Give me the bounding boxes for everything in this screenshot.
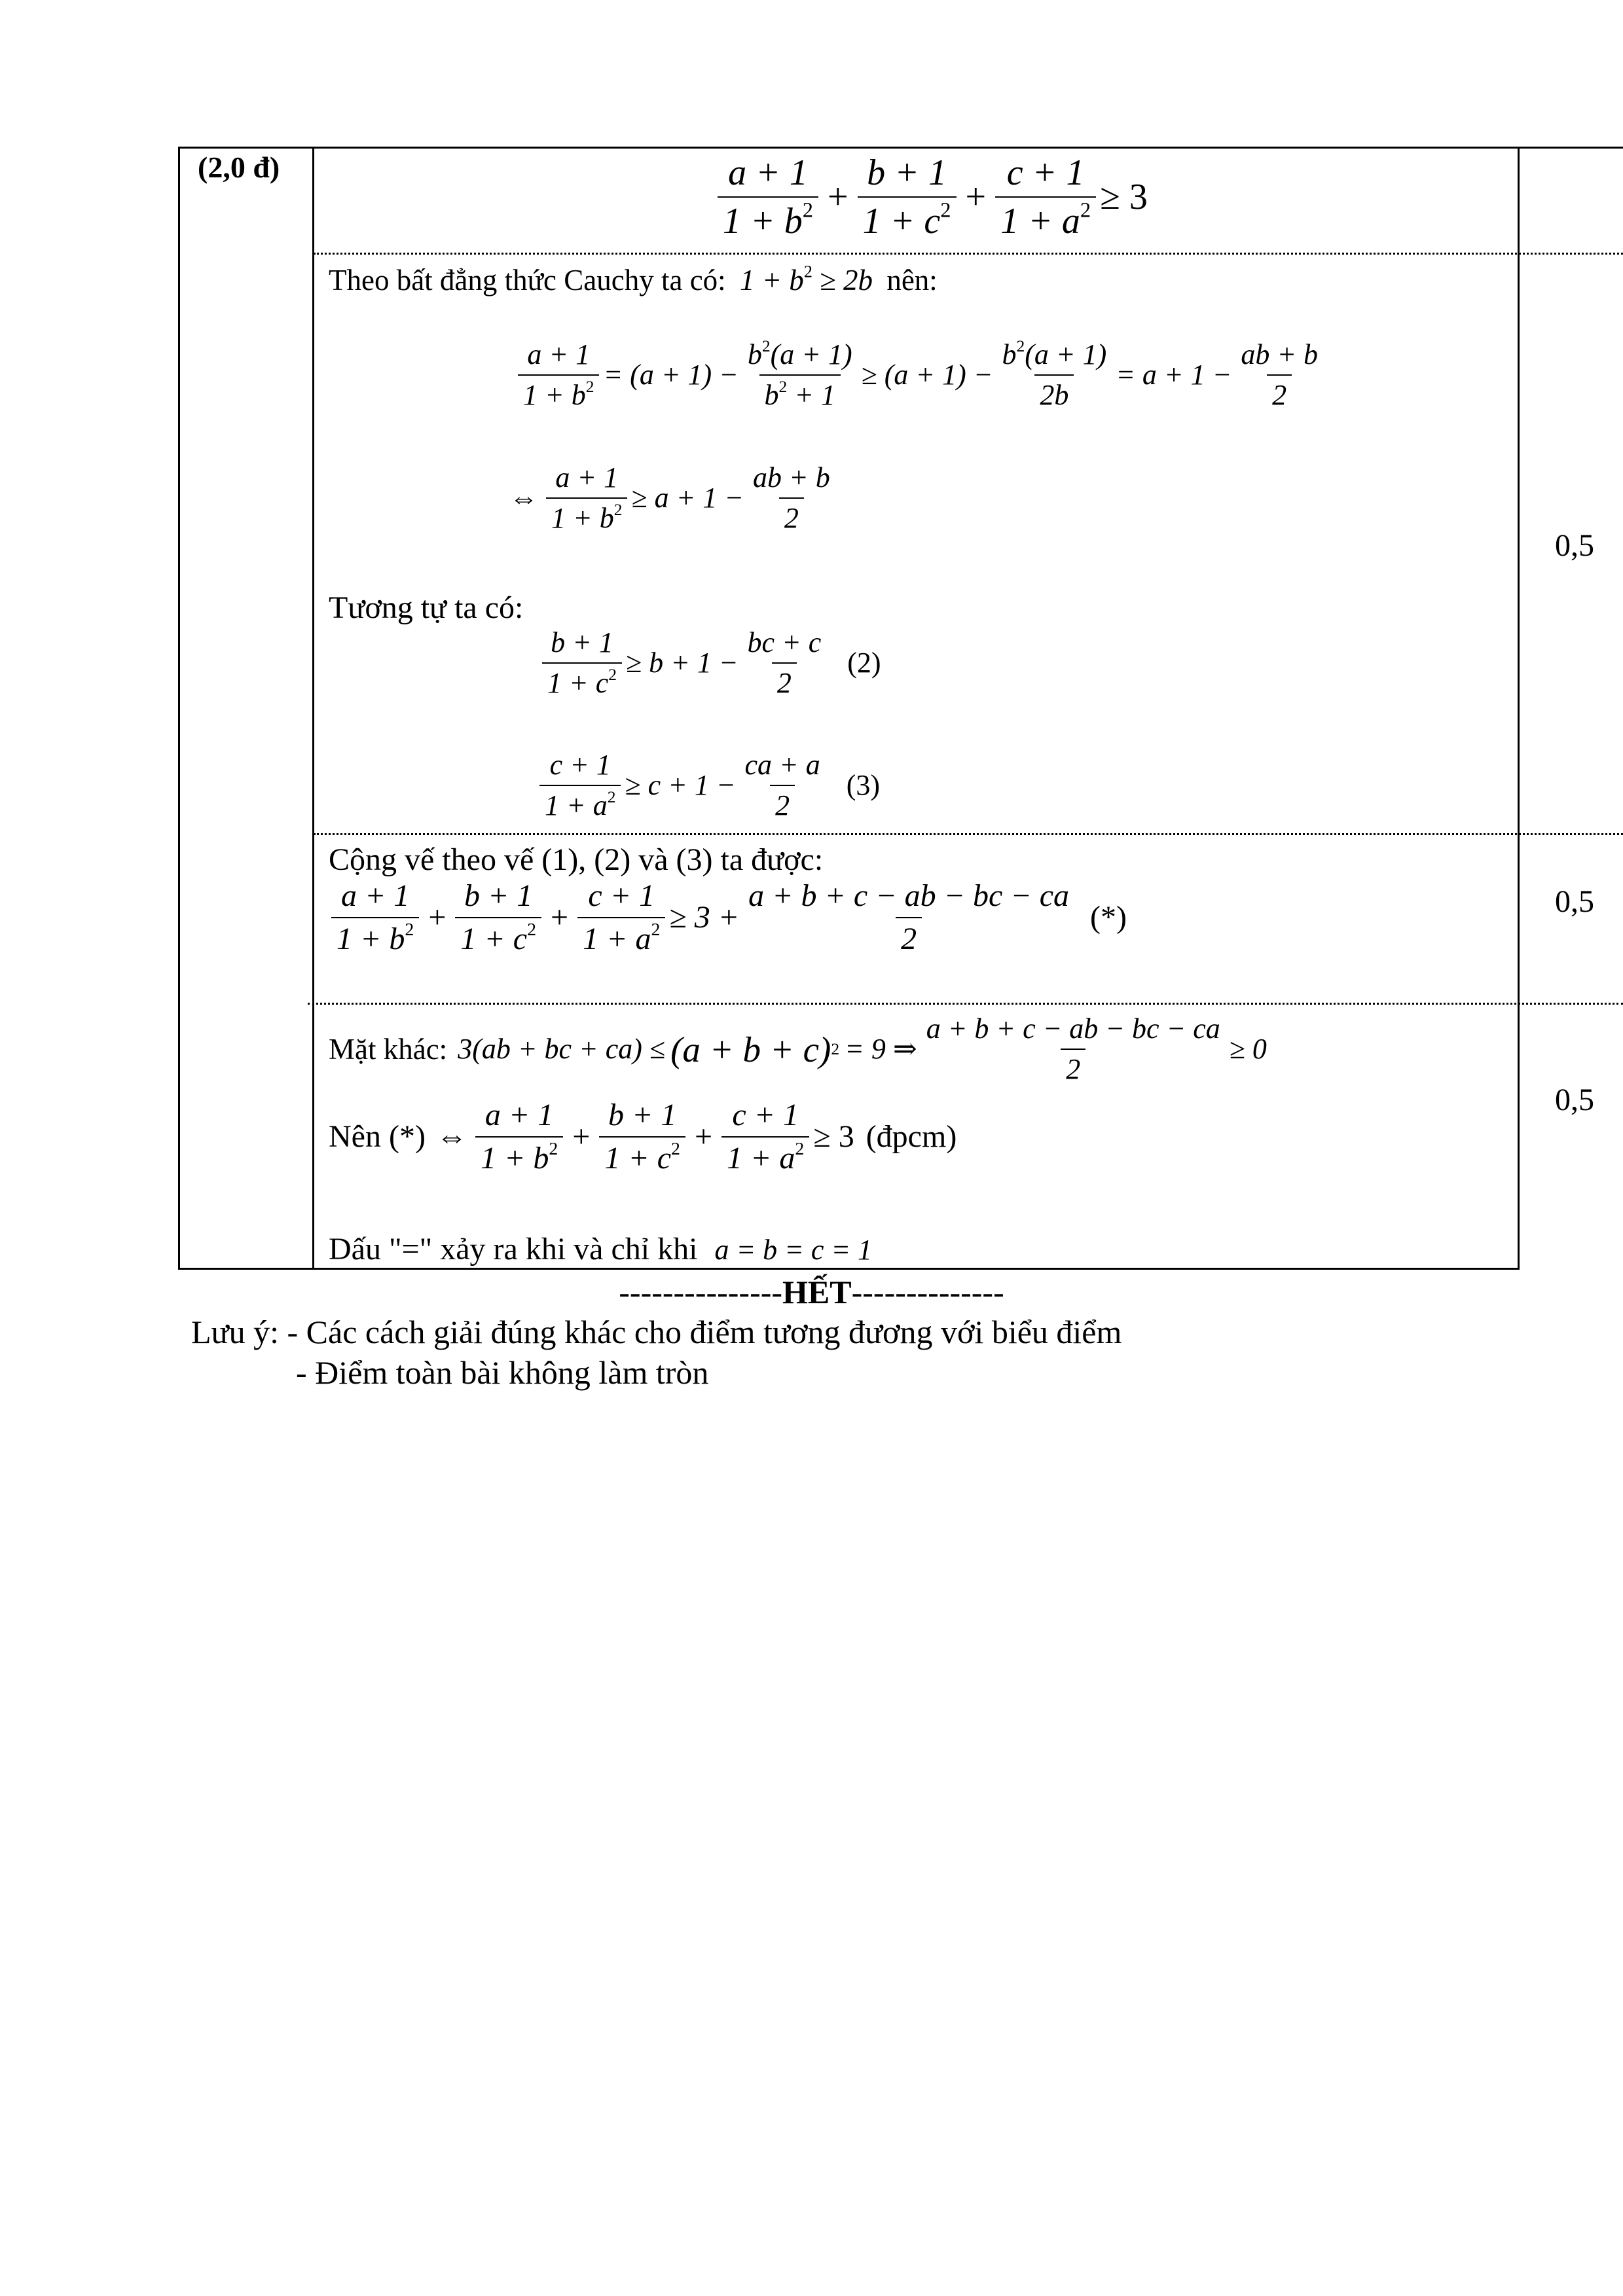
eq1-frac-2-num-exp: 2	[761, 336, 771, 355]
equiv-arrow: ⇔	[509, 482, 538, 514]
score-block-2: 0,5	[1555, 884, 1594, 919]
eq1-frac-3-num-pre: b	[1002, 338, 1017, 370]
end-dashes-left: ---------------	[619, 1274, 783, 1310]
cauchy-math-post: ≥ 2b	[820, 264, 873, 296]
conclusion-line	[329, 1100, 957, 1174]
conclusion-frac-2-exp: 2	[671, 1139, 680, 1160]
eq1-frac-3-den: 2b	[1040, 379, 1069, 411]
note-line-1: Lưu ý: - Các cách giải đúng khác cho điểm tương đương với biểu điểm	[191, 1314, 1122, 1350]
eq1-frac-2	[742, 336, 858, 411]
header-frac-2	[858, 154, 957, 240]
eq1-frac-2-num-pre: b	[747, 338, 762, 370]
eq2-frac-1-exp: 2	[613, 499, 623, 519]
otherwise-math-b: (a + b + c)	[670, 1029, 831, 1069]
eq1-frac-2-num-post: (a + 1)	[770, 338, 852, 370]
header-frac-2-exp: 2	[940, 198, 951, 223]
sum-frac-1	[331, 880, 419, 955]
table-border-bottom	[178, 1268, 1520, 1270]
header-formula	[714, 154, 1148, 240]
otherwise-math-a: 3(ab + bc + ca) ≤	[458, 1033, 666, 1065]
conclusion-label: Nên (*)	[329, 1119, 426, 1154]
sum-frac-4-den: 2	[901, 922, 917, 956]
eq4-frac-2	[740, 751, 826, 820]
header-frac-1-den: 1 + b	[723, 201, 803, 242]
header-frac-3-num: c + 1	[1006, 152, 1085, 193]
equation-2	[538, 628, 881, 698]
eq1-frac-1-num: a + 1	[527, 338, 591, 370]
eq2-frac-2-num: ab + b	[753, 461, 830, 493]
conclusion-equiv: ⇔	[435, 1119, 467, 1154]
eq3-frac-2-num: bc + c	[747, 626, 822, 658]
eq1-frac-2-den-pre: b	[764, 379, 779, 411]
eq3-frac-2	[742, 628, 827, 698]
sum-frac-4-num: a + b + c − ab − bc − ca	[748, 878, 1070, 913]
eq4-frac-1-den: 1 + a	[545, 789, 608, 821]
cauchy-intro-end: nên:	[886, 264, 938, 296]
otherwise-math-c: = 9 ⇒	[845, 1033, 917, 1065]
eq1-frac-1-den: 1 + b	[523, 379, 586, 411]
header-rhs: ≥ 3	[1100, 177, 1148, 217]
end-word: HẾT	[782, 1274, 852, 1310]
plus-sign: +	[572, 1119, 591, 1154]
cauchy-math-exp: 2	[803, 262, 812, 281]
row-divider-2	[314, 833, 1623, 835]
otherwise-label: Mặt khác:	[329, 1032, 448, 1066]
eq4-mid: ≥ c + 1 −	[625, 769, 736, 801]
sum-intro: Cộng vế theo vế (1), (2) và (3) ta được:	[329, 842, 824, 877]
eq3-mid: ≥ b + 1 −	[626, 647, 739, 679]
conclusion-frac-1-num: a + 1	[484, 1098, 554, 1132]
eq1-frac-1	[518, 340, 599, 410]
cauchy-math-pre: 1 + b	[739, 264, 804, 296]
sum-frac-4	[743, 880, 1074, 955]
otherwise-line: Mặt khác: 3(ab + bc + ca) ≤ (a + b + c) 2 = 9 ⇒ $\frac{a + b + c - ab - bc - ca}{2}$ ≥ 0	[329, 1013, 1267, 1085]
eq2-frac-1-den: 1 + b	[551, 502, 614, 534]
conclusion-frac-2	[599, 1100, 685, 1174]
eq2-frac-2	[748, 463, 835, 533]
end-dashes-right: --------------	[851, 1274, 1004, 1310]
eq4-frac-1	[539, 751, 621, 820]
table-border-top	[178, 147, 1623, 149]
conclusion-end: (đpcm)	[866, 1119, 957, 1154]
eq1-mid-2: ≥ (a + 1) −	[861, 359, 993, 391]
plus-sign: +	[551, 900, 569, 935]
header-frac-2-num: b + 1	[867, 152, 947, 193]
conclusion-frac-1-den: 1 + b	[480, 1141, 549, 1175]
eq1-mid-1: = (a + 1) −	[603, 359, 739, 391]
sum-frac-2-exp: 2	[527, 920, 537, 941]
header-frac-1-num: a + 1	[728, 152, 808, 193]
header-frac-3	[995, 154, 1096, 240]
otherwise-frac-num: a + b + c − ab − bc − ca	[926, 1013, 1220, 1045]
end-marker	[0, 1273, 1623, 1311]
plus-sign: +	[694, 1119, 713, 1154]
cauchy-intro	[329, 262, 938, 296]
table-border-left	[178, 147, 180, 1270]
sum-frac-1-exp: 2	[405, 920, 414, 941]
eq4-frac-2-den: 2	[775, 789, 790, 821]
conclusion-frac-2-num: b + 1	[608, 1098, 677, 1132]
points-label: (2,0 đ)	[198, 151, 280, 184]
table-border-col2	[1518, 147, 1520, 1270]
score-block-3: 0,5	[1555, 1083, 1594, 1117]
otherwise-frac	[921, 1014, 1226, 1084]
sum-mid: ≥ 3 +	[669, 900, 740, 935]
eq1-frac-3-num-post: (a + 1)	[1025, 338, 1107, 370]
sum-frac-3-exp: 2	[651, 920, 661, 941]
sum-frac-2-num: b + 1	[464, 878, 533, 913]
eq1-frac-4-num: ab + b	[1241, 338, 1319, 370]
note-line-2: - Điểm toàn bài không làm tròn	[296, 1354, 709, 1391]
eq1-frac-4-den: 2	[1272, 379, 1287, 411]
conclusion-rhs: ≥ 3	[813, 1119, 854, 1154]
sum-frac-2	[455, 880, 541, 955]
otherwise-end: ≥ 0	[1229, 1033, 1267, 1065]
conclusion-frac-1-exp: 2	[549, 1139, 558, 1160]
sum-frac-2-den: 1 + c	[460, 922, 528, 956]
conclusion-frac-3-num: c + 1	[732, 1098, 799, 1132]
similar-label: Tương tự ta có:	[329, 590, 524, 625]
conclusion-frac-3-den: 1 + a	[727, 1141, 795, 1175]
eq2-frac-1	[546, 463, 627, 533]
eq3-frac-1	[542, 628, 622, 698]
table-border-col1	[312, 147, 314, 1270]
sum-frac-3-num: c + 1	[588, 878, 655, 913]
eq1-frac-4	[1235, 340, 1323, 410]
sum-equation	[327, 880, 1127, 955]
eq3-frac-1-den: 1 + c	[547, 667, 609, 699]
eq4-frac-1-num: c + 1	[549, 749, 611, 781]
plus-sign: +	[828, 177, 848, 217]
sum-frac-3	[577, 880, 665, 955]
eq3-frac-1-exp: 2	[608, 664, 617, 684]
eq3-frac-1-num: b + 1	[551, 626, 613, 658]
equality-line	[329, 1234, 872, 1265]
eq2-mid: ≥ a + 1 −	[631, 482, 744, 514]
header-frac-2-den: 1 + c	[862, 201, 941, 242]
equation-1	[514, 336, 1327, 411]
header-frac-3-den: 1 + a	[1000, 201, 1080, 242]
header-frac-3-exp: 2	[1080, 198, 1091, 223]
sum-frac-3-den: 1 + a	[583, 922, 651, 956]
conclusion-frac-1	[475, 1100, 563, 1174]
header-frac-1-exp: 2	[802, 198, 814, 223]
sum-frac-1-den: 1 + b	[337, 922, 405, 956]
plus-sign: +	[428, 900, 447, 935]
sum-tag: (*)	[1090, 900, 1127, 935]
eq3-frac-2-den: 2	[776, 667, 792, 699]
eq1-frac-3	[996, 336, 1112, 411]
eq1-frac-3-num-exp: 2	[1016, 336, 1025, 355]
eq1-mid-3: = a + 1 −	[1116, 359, 1232, 391]
header-frac-1	[718, 154, 818, 240]
plus-sign: +	[965, 177, 987, 217]
equality-math: a = b = c = 1	[714, 1234, 873, 1266]
eq4-frac-2-num: ca + a	[744, 749, 820, 781]
equation-1-equiv	[509, 463, 839, 533]
equation-3	[536, 751, 880, 820]
eq2-frac-1-num: a + 1	[555, 461, 619, 493]
eq3-tag: (2)	[847, 647, 881, 679]
eq2-frac-2-den: 2	[784, 502, 799, 534]
conclusion-frac-3-exp: 2	[795, 1139, 805, 1160]
eq1-frac-1-exp: 2	[585, 376, 594, 396]
otherwise-frac-den: 2	[1066, 1053, 1081, 1085]
score-block-1: 0,5	[1555, 528, 1594, 563]
row-divider-3	[308, 1003, 1623, 1005]
row-divider-1	[314, 253, 1623, 255]
eq1-frac-2-den-exp: 2	[778, 376, 788, 396]
conclusion-frac-2-den: 1 + c	[604, 1141, 672, 1175]
eq4-tag: (3)	[846, 769, 881, 801]
sum-frac-1-num: a + 1	[340, 878, 410, 913]
eq4-frac-1-exp: 2	[607, 787, 616, 806]
conclusion-frac-3	[721, 1100, 809, 1174]
cauchy-intro-text: Theo bất đẳng thức Cauchy ta có:	[329, 264, 726, 296]
equality-label: Dấu "=" xảy ra khi và chỉ khi	[329, 1232, 698, 1266]
eq1-frac-2-den-post: + 1	[794, 379, 835, 411]
